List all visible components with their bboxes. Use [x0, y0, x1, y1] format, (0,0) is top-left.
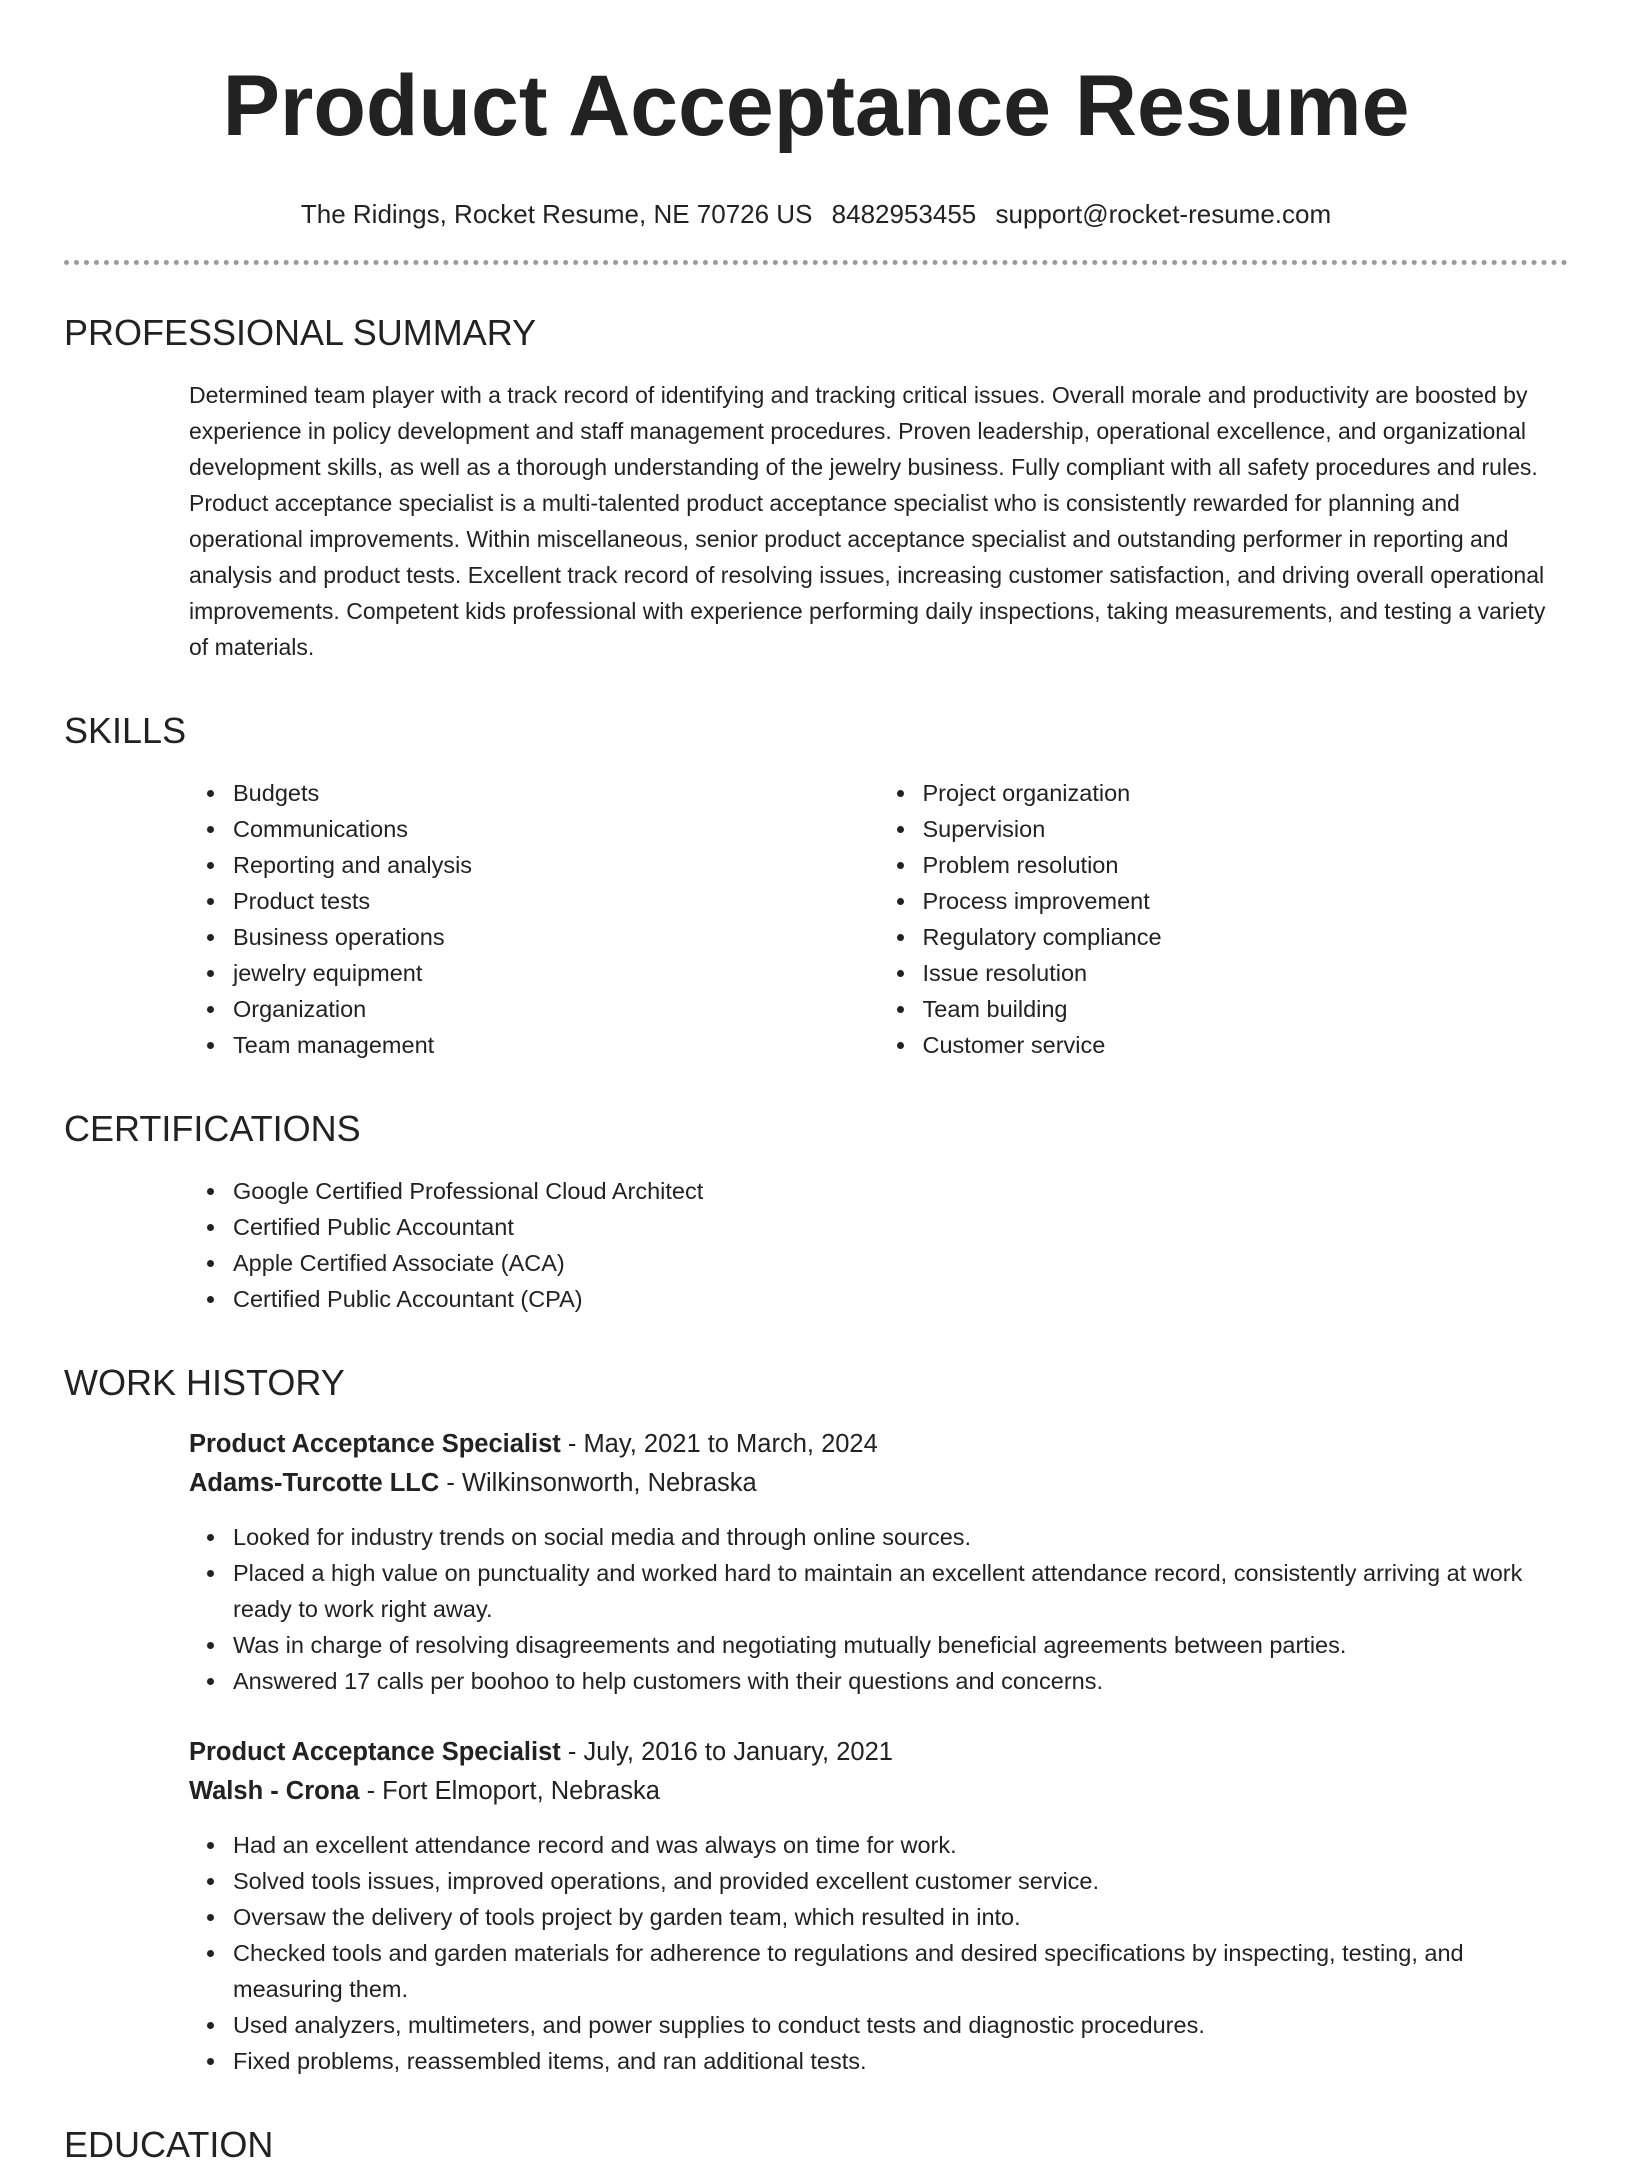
job-entry	[64, 1733, 1568, 2079]
skills-column-left	[189, 775, 879, 1063]
contact-email[interactable]: support@rocket-resume.com	[995, 199, 1332, 229]
job-dates: - May, 2021 to March, 2024	[560, 1430, 878, 1458]
skill-item: Supervision	[923, 811, 1569, 847]
work-history-heading: WORK HISTORY	[64, 1362, 345, 1403]
job-bullet: Looked for industry trends on social media and through online sources.	[233, 1519, 1568, 1555]
skill-item: Issue resolution	[923, 955, 1569, 991]
skill-item: Team management	[233, 1027, 879, 1063]
certifications-list	[189, 1173, 1568, 1317]
job-entry	[64, 1425, 1568, 1699]
job-title-line	[189, 1425, 1568, 1464]
job-title: Product Acceptance Specialist	[189, 1738, 561, 1766]
contact-line	[64, 198, 1568, 230]
summary-text: Determined team player with a track record of identifying and tracking critical issues. Overall morale and productivity are boosted by experience in policy development and staff management procedures. Proven leadership, operational excellence, and organizational development skills, as well as a thorough understanding of the jewelry business. Fully compliant with all safety procedures and rules. Product acceptance specialist is a multi-talented product acceptance specialist who is consistently rewarded for planning and operational improvements. Within miscellaneous, senior product acceptance specialist and outstanding performer in reporting and analysis and product tests. Excellent track record of resolving issues, increasing customer satisfaction, and driving overall operational improvements. Competent kids professional with experience performing daily inspections, taking measurements, and testing a variety of materials.	[189, 382, 1546, 660]
skill-item: Project organization	[923, 775, 1569, 811]
contact-address: The Ridings, Rocket Resume, NE 70726 US	[300, 199, 813, 229]
job-bullet: Was in charge of resolving disagreements and negotiating mutually beneficial agreements between parties.	[233, 1627, 1568, 1663]
job-bullets	[189, 1519, 1568, 1699]
summary-section	[64, 311, 1568, 665]
education-heading: EDUCATION	[64, 2124, 274, 2165]
page-title: Product Acceptance Resume	[222, 58, 1410, 154]
skill-item: Reporting and analysis	[233, 847, 879, 883]
skill-item: Customer service	[923, 1027, 1569, 1063]
job-bullet: Had an excellent attendance record and was always on time for work.	[233, 1827, 1568, 1863]
skill-item: Problem resolution	[923, 847, 1569, 883]
job-company: Adams-Turcotte LLC	[189, 1469, 440, 1497]
job-dates: - July, 2016 to January, 2021	[560, 1738, 893, 1766]
job-title-line	[189, 1733, 1568, 1772]
job-location: - Wilkinsonworth, Nebraska	[439, 1469, 757, 1497]
skill-item: Organization	[233, 991, 879, 1027]
skill-item: Budgets	[233, 775, 879, 811]
skill-item: Communications	[233, 811, 879, 847]
job-bullet: Placed a high value on punctuality and worked hard to maintain an excellent attendance record, consistently arriving at work ready to work right away.	[233, 1555, 1568, 1627]
job-bullet: Used analyzers, multimeters, and power supplies to conduct tests and diagnostic procedures.	[233, 2007, 1568, 2043]
skill-item: jewelry equipment	[233, 955, 879, 991]
skill-item: Process improvement	[923, 883, 1569, 919]
work-history-section	[64, 1361, 1568, 2079]
job-bullet: Checked tools and garden materials for adherence to regulations and desired specifications by inspecting, testing, and measuring them.	[233, 1935, 1568, 2007]
certifications-list-wrap	[64, 1173, 1568, 1317]
summary-heading: PROFESSIONAL SUMMARY	[64, 312, 537, 353]
job-company-line	[189, 1772, 1568, 1811]
job-bullets	[189, 1827, 1568, 2079]
header-divider	[64, 260, 1568, 265]
job-title: Product Acceptance Specialist	[189, 1430, 561, 1458]
skills-section	[64, 709, 1568, 1063]
certification-item: Certified Public Accountant (CPA)	[233, 1281, 1568, 1317]
skill-item: Business operations	[233, 919, 879, 955]
certification-item: Google Certified Professional Cloud Architect	[233, 1173, 1568, 1209]
skills-grid	[64, 775, 1568, 1063]
job-bullet: Fixed problems, reassembled items, and ran additional tests.	[233, 2043, 1568, 2079]
job-company: Walsh - Crona	[189, 1777, 360, 1805]
certification-item: Certified Public Accountant	[233, 1209, 1568, 1245]
certification-item: Apple Certified Associate (ACA)	[233, 1245, 1568, 1281]
skills-column-right	[879, 775, 1569, 1063]
education-section	[64, 2123, 1568, 2167]
skill-item: Team building	[923, 991, 1569, 1027]
certifications-heading: CERTIFICATIONS	[64, 1108, 361, 1149]
job-bullet: Answered 17 calls per boohoo to help customers with their questions and concerns.	[233, 1663, 1568, 1699]
skill-item: Regulatory compliance	[923, 919, 1569, 955]
job-company-line	[189, 1464, 1568, 1503]
job-location: - Fort Elmoport, Nebraska	[359, 1777, 660, 1805]
skill-item: Product tests	[233, 883, 879, 919]
skills-heading: SKILLS	[64, 710, 187, 751]
job-bullet: Oversaw the delivery of tools project by garden team, which resulted in into.	[233, 1899, 1568, 1935]
contact-phone: 8482953455	[831, 199, 977, 229]
certifications-section	[64, 1107, 1568, 1317]
job-bullet: Solved tools issues, improved operations, and provided excellent customer service.	[233, 1863, 1568, 1899]
